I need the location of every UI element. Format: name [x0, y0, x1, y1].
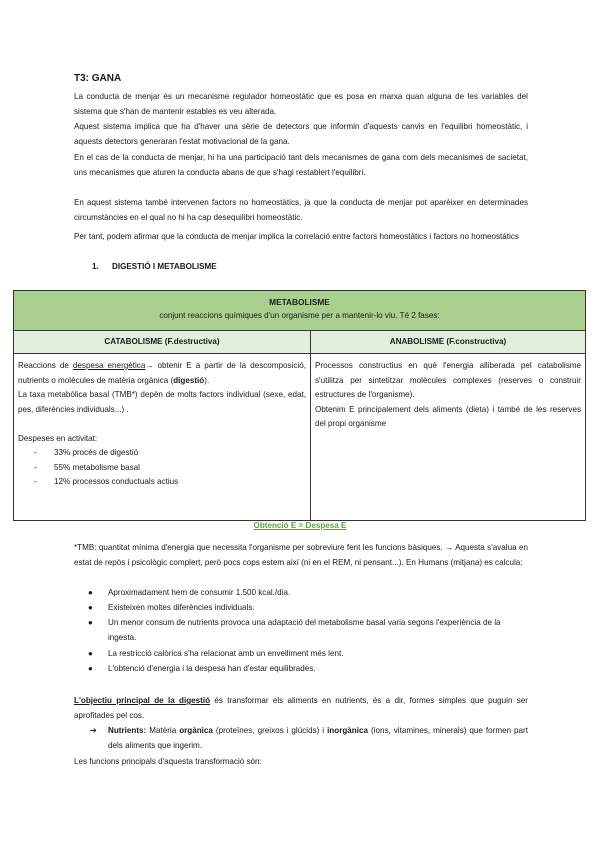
anabolism-definition: Processos constructius en què l'energia alliberada pel catabolisme s'utilitza per sintetitzar molècules complexes (reserves o construir estructures de l'organisme). — [315, 361, 581, 399]
energy-equation: Obtenció E = Despesa E — [253, 521, 347, 530]
table-body — [14, 354, 585, 520]
page-title: T3: GANA — [74, 73, 122, 84]
nutrients-item: ➔ Nutrients: Matèria orgànica (proteïnes, greixos i glúcids) i inorgànica (ions, vitamines, minerals) que formen part dels aliments que ingerim. — [90, 723, 528, 753]
table-title: METABOLISME — [269, 297, 330, 307]
table-column-headers — [14, 331, 585, 354]
intro-paragraph-4: En aquest sistema també intervenen factors no homeostàtics, ja que la conducta de menjar pot aparèixer en determinades circumstàncies en el qual no hi ha cap desequilibri homeostàtic. — [74, 198, 528, 222]
section-number: 1. — [92, 262, 99, 271]
table-header — [14, 291, 585, 331]
bullet-item: ● Existeixen moltes diferències individuals. — [88, 603, 255, 612]
anabolism-energy-source: Obtenim E principalement dels aliments (dieta) i també de les reserves del propi organisme — [315, 404, 581, 428]
digestion-objective: L'objectiu principal de la digestió és transformar els aliments en nutrients, és a dir, formes simples que puguin ser aprofitades pel cos. — [74, 696, 528, 720]
activity-item: - 55% metabolisme basal — [34, 462, 140, 472]
intro-paragraph-2: Aquest sistema implica que ha d'haver una sèrie de detectors que informin d'aquests canvis en l'equilibri homeostàtic, i aquests detectors generaran l'estat motivacional de la gana. — [74, 122, 528, 146]
tmb-note: *TMB: quantitat mínima d'energia que necessita l'organisme per sobreviure fent les funcions bàsiques. → Aquesta s'avalua en estat de repòs i psicològic complert, però pocs cops estem així (ni en el REM, ni pensant...). En Humans (mitjana) es calcula: — [74, 543, 528, 567]
metabolism-table — [13, 290, 586, 521]
bullet-item: ● La restricció calòrica s'ha relacionat amb un envelliment més lent. — [88, 649, 344, 658]
anabolism-cell — [311, 354, 585, 520]
activity-item: - 12% processos conductuals actius — [34, 477, 179, 486]
section-title: DIGESTIÓ I METABOLISME — [112, 262, 217, 271]
final-line: Les funcions principals d'aquesta transformació són: — [74, 757, 262, 766]
activity-title: Despeses en activitat: — [18, 433, 98, 443]
catabolism-header: CATABOLISME (F.destructiva) — [14, 331, 311, 353]
intro-paragraph-5: Per tant, podem afirmar que la conducta de menjar implica la correlació entre factors homeostàtics i factors no homeostàtics — [74, 232, 519, 241]
tmb-sentence: La taxa metabòlica basal (TMB*) depèn de molts factors individual (sexe, edat, pes, diferències individuals...) . — [18, 390, 306, 414]
section-heading — [92, 262, 217, 271]
arrow-icon: ➔ — [90, 726, 97, 735]
intro-paragraph-3: En el cas de la conducta de menjar, hi ha una participació tant dels mecanismes de gana com dels mecanismes de sacietat, uns mecanismes que aturen la conducta abans de que s'hagi restablert l'equilibri. — [74, 153, 528, 177]
table-subtitle: conjunt reaccions químiques d'un organisme per a mantenir-lo viu. Té 2 fases: — [159, 311, 440, 320]
intro-paragraph-1: La conducta de menjar és un mecanisme regulador homeostàtic que es posa en marxa quan alguna de les variables del sistema que s'han de mantenir estables es veu alterada. — [74, 92, 528, 116]
catabolism-cell — [14, 354, 311, 520]
bullet-item: ● Aproximadament hem de consumir 1.500 kcal./dia. — [88, 588, 291, 597]
bullet-item: ● Un menor consum de nutrients provoca una adaptació del metabolisme basal varia segons l'experiència de la ingesta. — [88, 618, 501, 642]
anabolism-header: ANABOLISME (F.constructiva) — [389, 337, 507, 346]
catabolism-definition: Reaccions de despesa energètica→ obtenir E a partir de la descomposició, nutrients o molècules de matèria orgànica (digestió). — [18, 361, 306, 385]
activity-item: - 33% procés de digestió — [34, 448, 139, 457]
bullet-item: ● L'obtenció d'energia i la despesa han d'estar equilibrades. — [88, 664, 316, 673]
